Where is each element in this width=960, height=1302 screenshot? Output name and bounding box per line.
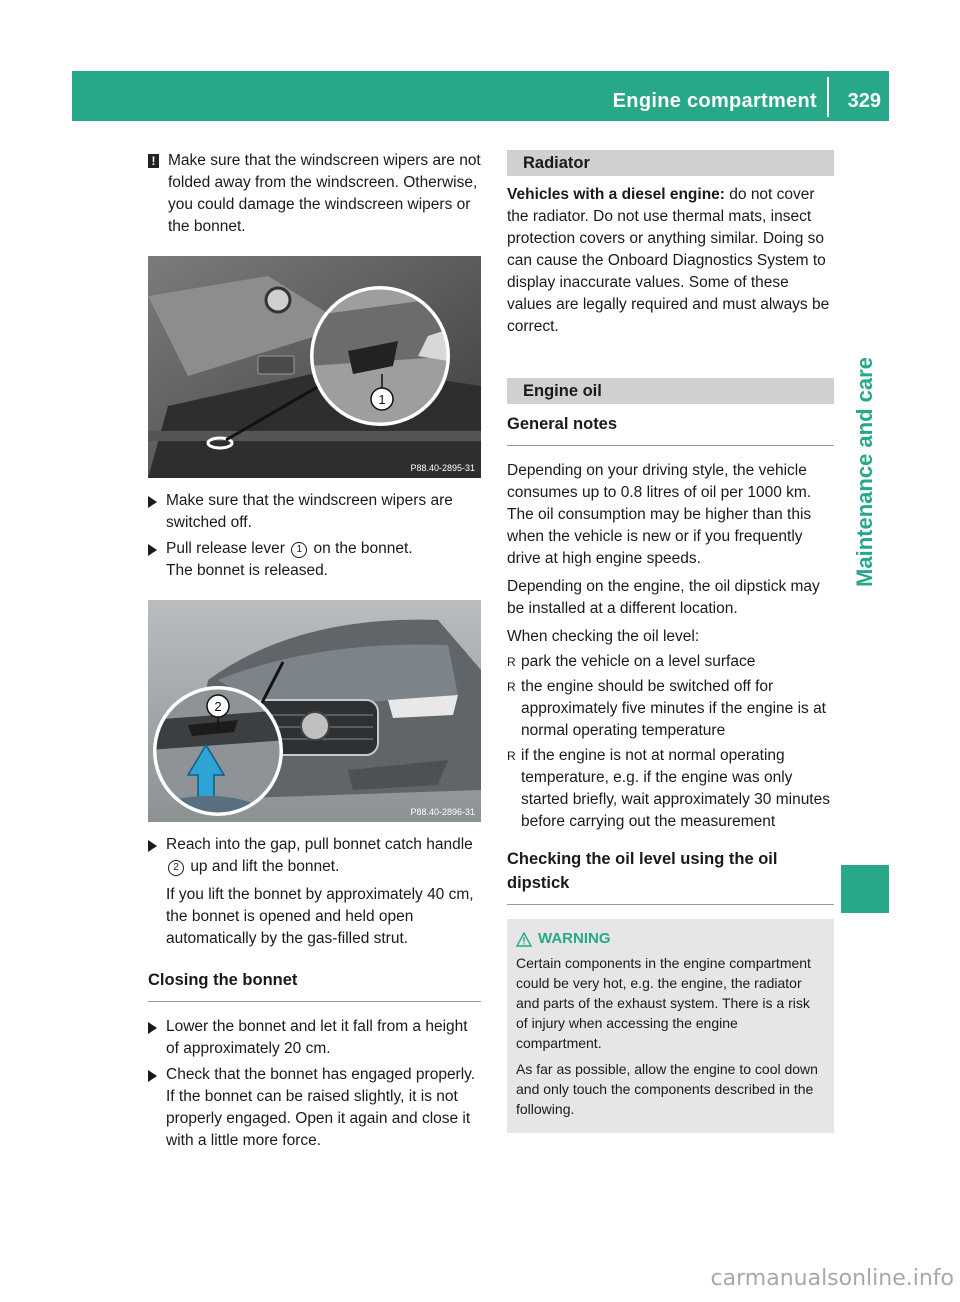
chapter-side-tab xyxy=(841,282,889,662)
dipstick-heading: Checking the oil level using the oil dipstick xyxy=(507,847,834,905)
left-column xyxy=(148,150,481,1156)
warning-triangle-icon xyxy=(516,932,532,947)
chapter-marker xyxy=(841,865,889,913)
notice-text: Make sure that the windscreen wipers are not folded away from the windscreen. Otherwise, you could damage the windscreen wipers or the bonnet. xyxy=(168,152,481,235)
oil-paragraph-1: Depending on your driving style, the vehicle consumes up to 0.8 litres of oil per 1000 km. The oil consumption may be higher than this when the vehicle is new or if you frequently drive at high engine speeds. xyxy=(507,462,812,567)
warning-text-1: Certain components in the engine compartment could be very hot, e.g. the engine, the radiator and parts of the exhaust system. There is a risk of injury when accessing the engine compartment. xyxy=(516,955,811,1051)
callout-2: 2 xyxy=(214,699,222,714)
bonnet-catch-photo xyxy=(148,600,481,822)
step-pull-lever: Pull release lever 1 on the bonnet. The bonnet is released. xyxy=(148,538,481,582)
step-pull-catch: Reach into the gap, pull bonnet catch handle 2 up and lift the bonnet. xyxy=(148,834,481,878)
warning-box xyxy=(507,919,834,1133)
radiator-heading: Radiator xyxy=(507,150,834,176)
page-number: 329 xyxy=(847,90,881,112)
step-result: The bonnet is released. xyxy=(166,562,328,579)
wiper-lever-photo xyxy=(148,256,481,478)
image-code: P88.40-2895-31 xyxy=(410,463,475,473)
interior-illustration xyxy=(148,256,481,478)
step-check-engaged: Check that the bonnet has engaged properly. If the bonnet can be raised slightly, it is not properly engaged. Open it again and close it with a little more force. xyxy=(148,1064,481,1152)
notice-paragraph xyxy=(148,150,481,238)
car-front-illustration xyxy=(148,600,481,822)
warning-text-2: As far as possible, allow the engine to cool down and only touch the components described in the following. xyxy=(516,1061,818,1117)
radiator-paragraph: Vehicles with a diesel engine: do not cover the radiator. Do not use thermal mats, insect protection covers or anything similar. Doing so can cause the Onboard Diagnostics System to display inaccurate values. Some of these values are legally required and must always be correct. xyxy=(507,186,830,335)
callout-1: 1 xyxy=(378,392,386,407)
header-divider xyxy=(827,77,829,117)
exclamation-icon: ! xyxy=(148,154,159,168)
bullet-icon: R xyxy=(507,749,516,763)
bullet-icon: R xyxy=(507,680,516,694)
chapter-label: Maintenance and care xyxy=(852,357,877,587)
step-arrow-icon xyxy=(148,544,157,556)
step-arrow-icon xyxy=(148,1070,157,1082)
step-arrow-icon xyxy=(148,1022,157,1034)
warning-title: WARNING xyxy=(516,929,820,949)
general-notes-heading: General notes xyxy=(507,412,834,446)
oil-paragraph-3: When checking the oil level: xyxy=(507,628,700,645)
step-lower-bonnet: Lower the bonnet and let it fall from a height of approximately 20 cm. xyxy=(148,1016,481,1060)
step-arrow-icon xyxy=(148,840,157,852)
step-arrow-icon xyxy=(148,496,157,508)
right-column xyxy=(507,150,834,1133)
step-note: If you lift the bonnet by approximately 40 cm, the bonnet is opened and held open automatically by the gas-filled strut. xyxy=(166,886,474,947)
section-title: Engine compartment xyxy=(612,90,817,112)
bullet-icon: R xyxy=(507,655,516,669)
oil-paragraph-2: Depending on the engine, the oil dipstick may be installed at a different location. xyxy=(507,578,820,617)
image-code: P88.40-2896-31 xyxy=(410,807,475,817)
watermark: carmanualsonline.info xyxy=(710,1266,954,1291)
list-item: R park the vehicle on a level surface xyxy=(507,651,834,673)
closing-heading: Closing the bonnet xyxy=(148,968,481,1002)
list-item: R the engine should be switched off for approximately five minutes if the engine is at normal operating temperature xyxy=(507,678,826,739)
page-header xyxy=(72,71,889,121)
callout-number-2: 2 xyxy=(168,860,184,876)
callout-number-1: 1 xyxy=(291,542,307,558)
step-wipers-off: Make sure that the windscreen wipers are switched off. xyxy=(148,490,481,534)
engine-oil-heading: Engine oil xyxy=(507,378,834,404)
list-item: R if the engine is not at normal operating temperature, e.g. if the engine was only started briefly, wait approximately 30 minutes before carrying out the measurement xyxy=(507,747,830,830)
